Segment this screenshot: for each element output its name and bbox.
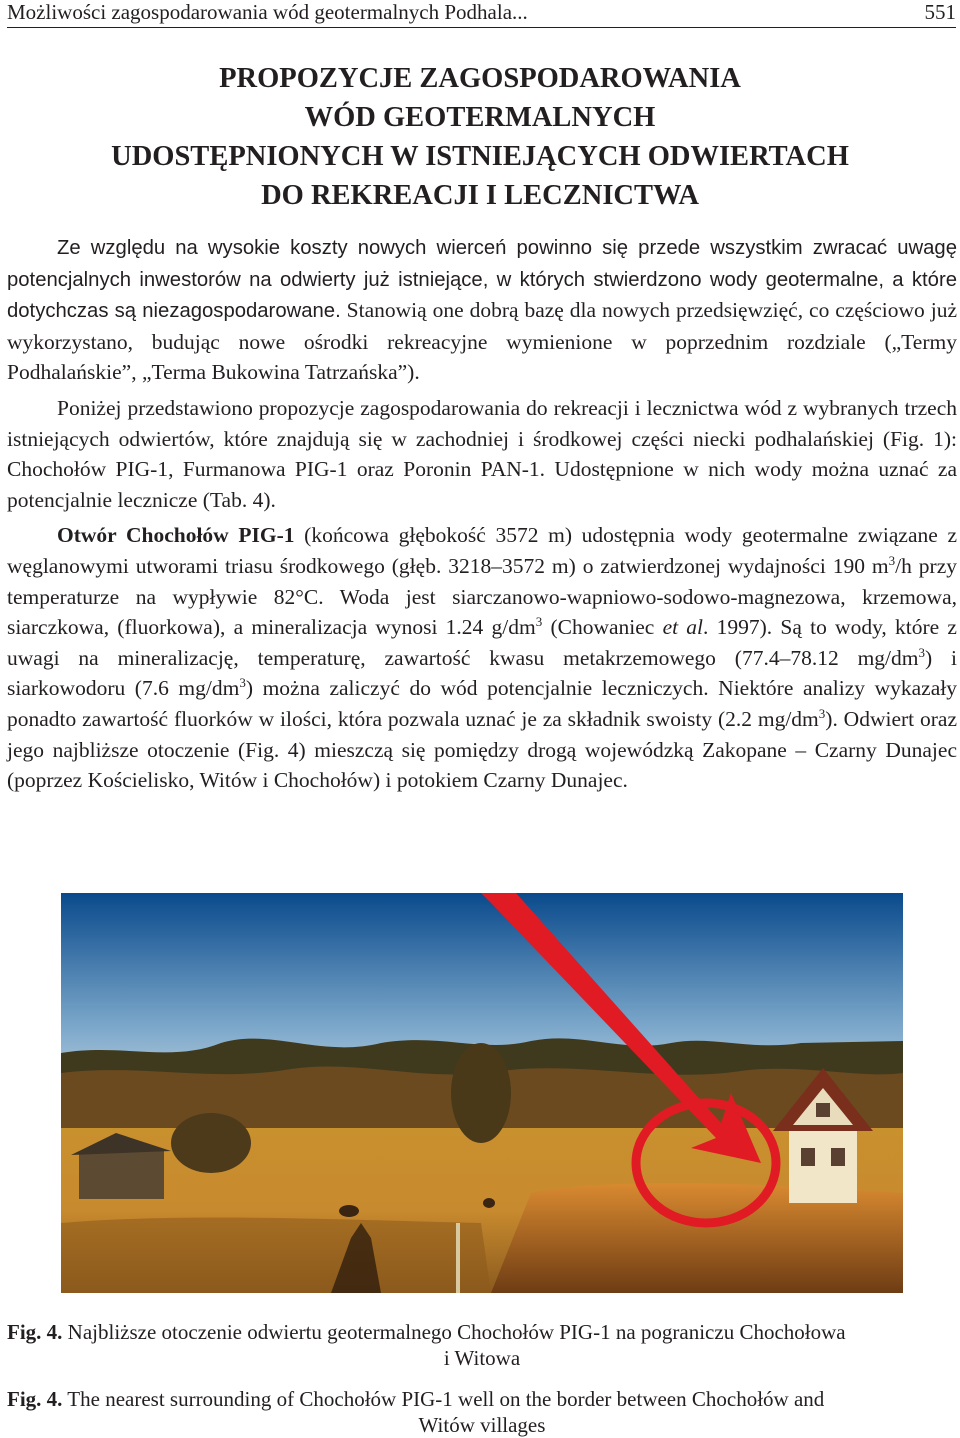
title-line: WÓD GEOTERMALNYCH	[304, 102, 656, 133]
text-run: /h przy temperaturze na wypływie 82°C. Woda jest siarczanowo-wapniowo-sodowo-magnezowa, krzemowa, siarczkowa, (fluorkowa), a mineralizacja wynosi 1.24 g/dm	[7, 553, 957, 640]
intro-continuation: Stanowią one dobrą bazę dla nowych przedsięwzięć, co częściowo już wykorzystano, budując nowe ośrodki rekreacyjne wymienione w poprzednim rozdziale („Termy Podhalańskie”, „Terma Bukowina Tatrzańska”).	[7, 298, 957, 385]
title-line: PROPOZYCJE ZAGOSPODAROWANIA	[219, 63, 741, 94]
text-run: (Chowaniec	[542, 615, 663, 640]
caption-english	[7, 1386, 957, 1438]
caption-text: The nearest surrounding of Chochołów PIG-1 well on the border between Chochołów and	[62, 1387, 825, 1411]
superscript: 3	[818, 705, 826, 721]
paragraph-chocholow	[7, 520, 957, 795]
title-line: UDOSTĘPNIONYCH W ISTNIEJĄCYCH ODWIERTACH	[111, 141, 849, 172]
figure-photo	[61, 893, 903, 1293]
citation-italic: et al	[662, 615, 704, 640]
text-run: (końcowa głębokość 3572 m) udostępnia wody geotermalne związane z węglanowymi utworami triasu środkowego (głęb. 3218–3572 m) o zatwierdzonej wydajności 190 m	[7, 523, 957, 578]
running-title: Możliwości zagospodarowania wód geotermalnych Podhala...	[7, 0, 528, 24]
superscript: 3	[918, 644, 925, 660]
page-number: 551	[924, 0, 956, 24]
text-run: . 1997). Są to wody, które z uwagi na mineralizację, temperaturę, zawartość kwasu metakrzemowego (77.4–78.12 mg/dm	[7, 615, 957, 670]
title-line: DO REKREACJI I LECZNICTWA	[261, 180, 699, 211]
tree	[171, 1113, 251, 1173]
animal	[483, 1198, 495, 1208]
paragraph-proposals: Poniżej przedstawiono propozycje zagospodarowania do rekreacji i lecznictwa wód z wybranych trzech istniejących odwiertów, które znajdują się w zachodniej i środkowej części niecki podhalańskiej (Fig. 1): Chochołów PIG-1, Furmanowa PIG-1 oraz Poronin PAN-1. Udostępnione w nich wody można uznać za potencjalnie lecznicze (Tab. 4).	[7, 395, 957, 512]
tree	[451, 1043, 511, 1143]
section-title	[0, 59, 960, 215]
text-run: ) można zaliczyć do wód potencjalnie leczniczych. Niektóre analizy wykazały ponadto zawartość fluorków w ilości, która pozwala uznać je za składnik swoisty (2.2 mg/dm	[7, 676, 957, 731]
foreground-grass	[61, 1218, 491, 1293]
animal	[339, 1205, 359, 1217]
caption-label: Fig. 4.	[7, 1387, 63, 1411]
superscript: 3	[239, 675, 246, 691]
caption-polish	[7, 1319, 957, 1371]
barn	[79, 1151, 164, 1199]
running-header	[7, 0, 956, 28]
superscript: 3	[535, 613, 543, 629]
text-run: ) i siarkowodoru (7.6 mg/dm	[7, 645, 957, 701]
caption-text-continued: i Witowa	[443, 1346, 521, 1370]
paragraph-intro	[7, 232, 957, 388]
text-run: ). Odwiert oraz jego najbliższe otoczenie (Fig. 4) mieszczą się pomiędzy drogą wojewódzką Zakopane – Czarny Dunajec (poprzez Kościelisko, Witów i Chochołów) i potokiem Czarny Dunajec.	[7, 706, 957, 793]
fence-post	[456, 1223, 460, 1293]
intro-sentence: Ze względu na wysokie koszty nowych wierceń powinno się przede wszystkim zwracać uwagę potencjalnych inwestorów na odwierty już istniejące, w których stwierdzono wody geotermalne, a które dotychczas są niezagospodarowane.	[7, 237, 957, 323]
body-text	[7, 232, 957, 796]
superscript: 3	[888, 552, 896, 568]
caption-label: Fig. 4.	[7, 1320, 63, 1344]
caption-text: Najbliższe otoczenie odwiertu geotermalnego Chochołów PIG-1 na pograniczu Chochołowa	[62, 1320, 846, 1344]
well-name: Otwór Chochołów PIG-1	[57, 523, 295, 548]
caption-text-continued: Witów villages	[418, 1413, 546, 1437]
